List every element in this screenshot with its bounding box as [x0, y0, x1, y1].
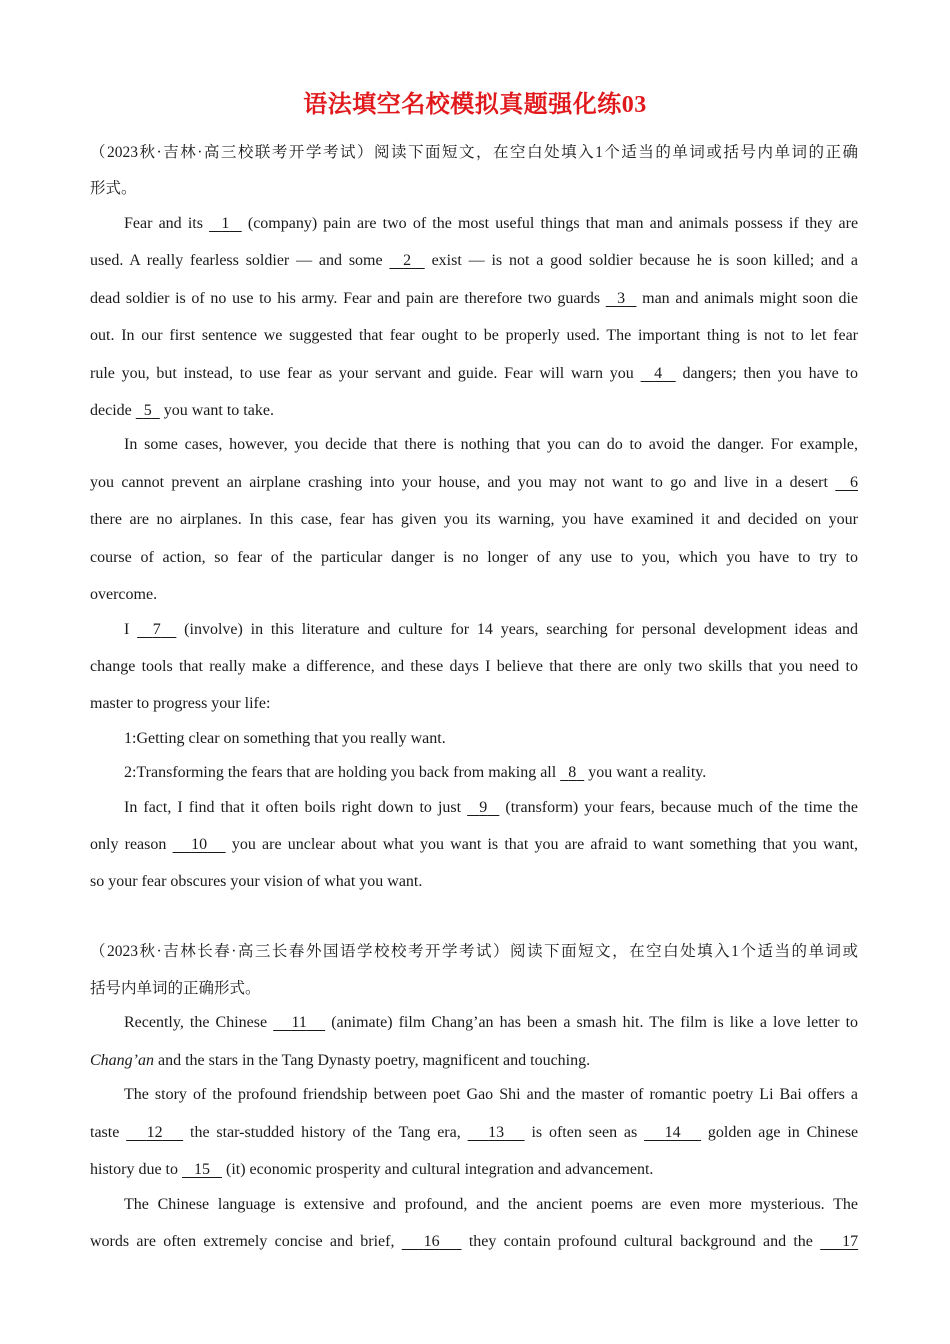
paragraph-line: so your fear obscures your vision of what you want. [90, 873, 423, 890]
blank-6[interactable]: 6 [850, 474, 859, 491]
blank-2[interactable]: 2 [403, 252, 412, 269]
paragraph-line: dead soldier is of no use to his army. Fear and pain are therefore two guards 3 man and animals might soon die [90, 290, 859, 307]
blank-15[interactable]: 15 [194, 1161, 210, 1178]
paragraph-line: The story of the profound friendship between poet Gao Shi and the master of romantic poetry Li Bai offers a [124, 1086, 858, 1103]
list-item: 2:Transforming the fears that are holding you back from making all 8 you want a reality. [124, 764, 707, 781]
paragraph-line: In some cases, however, you decide that there is nothing that you can do to avoid the danger. For example, [124, 436, 858, 453]
paragraph-line: history due to 15 (it) economic prosperity and cultural integration and advancement. [90, 1161, 654, 1178]
blank-10[interactable]: 10 [191, 836, 208, 853]
blank-17[interactable]: 17 [842, 1233, 859, 1250]
paragraph-line: The Chinese language is extensive and profound, and the ancient poems are even more mysterious. The [124, 1196, 858, 1213]
paragraph-line: out. In our first sentence we suggested that fear ought to be properly used. The important thing is not to let fear [90, 327, 858, 344]
source-note-1-cont: 形式。 [90, 180, 137, 197]
paragraph-line: master to progress your life: [90, 695, 271, 712]
paragraph-line: words are often extremely concise and brief, 16 they contain profound cultural background and the 17 [90, 1233, 859, 1250]
blank-11[interactable]: 11 [291, 1014, 307, 1031]
paragraph-line: Chang’an and the stars in the Tang Dynasty poetry, magnificent and touching. [90, 1052, 591, 1069]
blank-9[interactable]: 9 [479, 799, 488, 816]
paragraph-line: I 7 (involve) in this literature and culture for 14 years, searching for personal development ideas and [124, 621, 859, 638]
paragraph-line: course of action, so fear of the particular danger is no longer of any use to you, which you have to try to [90, 549, 858, 566]
blank-7[interactable]: 7 [152, 621, 161, 638]
source-note-2: （2023秋·吉林长春·高三长春外国语学校校考开学考试）阅读下面短文，在空白处填入1个适当的单词或 [90, 943, 858, 960]
paragraph-line: overcome. [90, 586, 158, 603]
paragraph-line: taste 12 the star-studded history of the Tang era, 13 is often seen as 14 golden age in Chinese [90, 1124, 859, 1141]
source-note-2-cont: 括号内单词的正确形式。 [90, 980, 261, 997]
paragraph-line: only reason 10 you are unclear about what you want is that you are afraid to want something that you want, [90, 836, 859, 853]
paragraph-line: used. A really fearless soldier — and some 2 exist — is not a good soldier because he is soon killed; and a [90, 252, 859, 269]
blank-5[interactable]: 5 [143, 402, 152, 419]
blank-13[interactable]: 13 [488, 1124, 505, 1141]
blank-1[interactable]: 1 [221, 215, 230, 232]
paragraph-line: In fact, I find that it often boils right down to just 9 (transform) your fears, because much of the time the [124, 799, 859, 816]
blank-3[interactable]: 3 [617, 290, 626, 307]
blank-4[interactable]: 4 [654, 365, 663, 382]
list-item: 1:Getting clear on something that you really want. [124, 730, 446, 747]
paragraph-line: change tools that really make a difference, and these days I believe that there are only two skills that you need to [90, 658, 858, 675]
blank-8[interactable]: 8 [568, 764, 577, 781]
blank-16[interactable]: 16 [423, 1233, 440, 1250]
paragraph-line: rule you, but instead, to use fear as your servant and guide. Fear will warn you 4 dangers; then you have to [90, 365, 859, 382]
paragraph-line: decide 5 you want to take. [90, 402, 274, 419]
page-title: 语法填空名校模拟真题强化练03 [303, 92, 647, 118]
paragraph-line: there are no airplanes. In this case, fear has given you its warning, you have examined it and decided on your [90, 511, 858, 528]
paragraph-line: Recently, the Chinese 11 (animate) film Chang’an has been a smash hit. The film is like a love letter to [124, 1014, 859, 1031]
blank-14[interactable]: 14 [664, 1124, 681, 1141]
paragraph-line: you cannot prevent an airplane crashing into your house, and you may not want to go and live in a desert 6 [90, 474, 859, 491]
blank-12[interactable]: 12 [146, 1124, 163, 1141]
source-note-1: （2023秋·吉林·高三校联考开学考试）阅读下面短文，在空白处填入1个适当的单词或括号内单词的正确 [90, 144, 858, 161]
paragraph-line: Fear and its 1 (company) pain are two of the most useful things that man and animals possess if they are [124, 215, 859, 232]
